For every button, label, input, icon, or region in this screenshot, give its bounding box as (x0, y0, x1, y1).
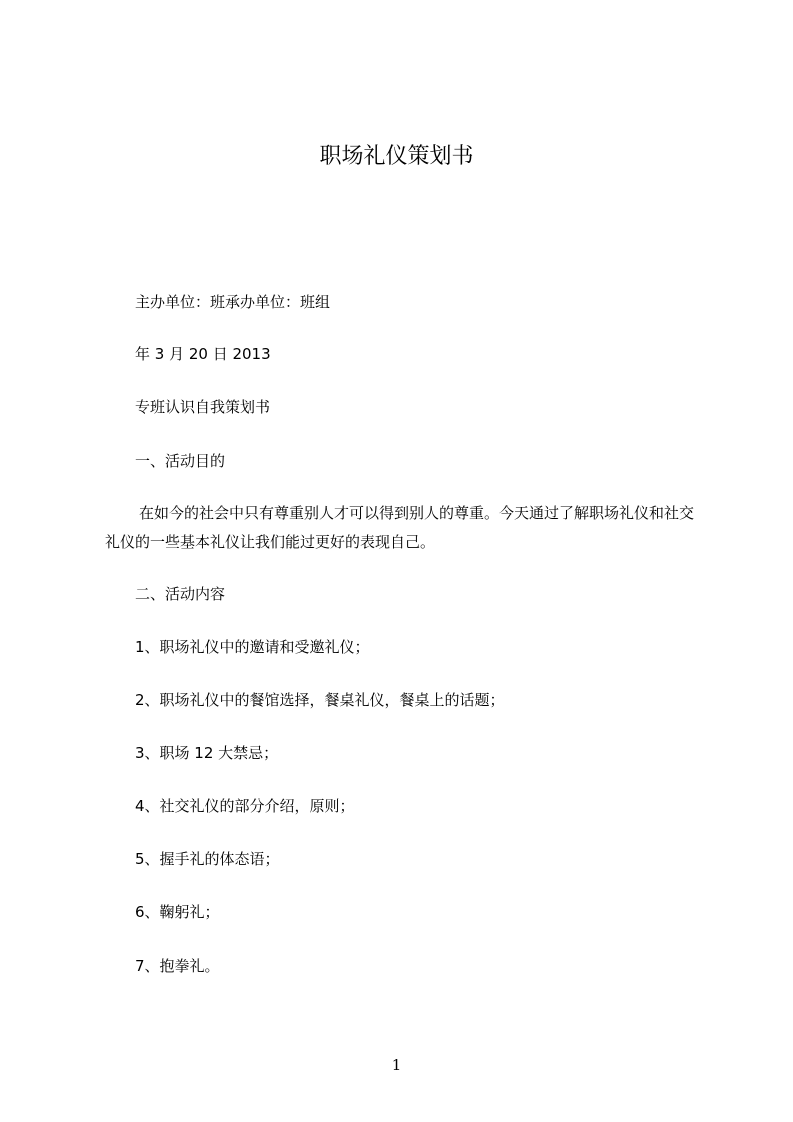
list-item: 2、职场礼仪中的餐馆选择，餐桌礼仪，餐桌上的话题； (135, 691, 505, 709)
section-heading-content: 二、活动内容 (135, 585, 226, 603)
document-title: 职场礼仪策划书 (319, 144, 474, 169)
date-line: 年 3 月 20 日 2013 (135, 345, 271, 363)
list-item: 1、职场礼仪中的邀请和受邀礼仪； (135, 638, 370, 656)
organizer-line: 主办单位：班承办单位：班组 (135, 293, 331, 311)
list-item: 5、握手礼的体态语； (135, 850, 280, 868)
subtitle-line: 专班认识自我策划书 (135, 398, 271, 416)
list-item: 3、职场 12 大禁忌； (135, 744, 279, 762)
purpose-paragraph (105, 499, 705, 557)
list-item: 7、抱拳礼。 (135, 957, 220, 975)
list-item: 4、社交礼仪的部分介绍，原则； (135, 797, 355, 815)
section-heading-purpose: 一、活动目的 (135, 452, 226, 470)
list-item: 6、鞠躬礼； (135, 903, 220, 921)
page-number: 1 (391, 1056, 402, 1074)
purpose-paragraph-text: 在如今的社会中只有尊重别人才可以得到别人的尊重。今天通过了解职场礼仪和社交礼仪的一些基本礼仪让我们能过更好的表现自己。 (105, 504, 695, 551)
